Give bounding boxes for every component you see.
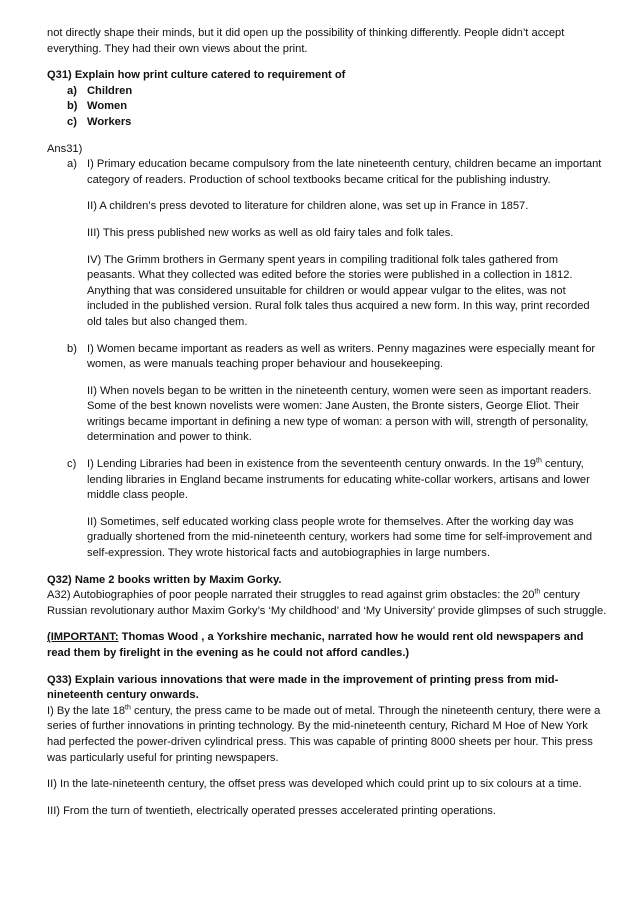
superscript: th <box>534 588 541 596</box>
q33-paragraph: III) From the turn of twentieth, electrically operated presses accelerated printing operations. <box>47 804 496 817</box>
q31-item <box>47 115 607 131</box>
q31-item-text: Workers <box>87 115 132 128</box>
document-page <box>47 26 607 819</box>
intro-paragraph: not directly shape their minds, but it did open up the possibility of thinking differently. People didn’t accept everything. They had their own views about the print. <box>47 27 565 55</box>
q33-paragraph: II) In the late-nineteenth century, the offset press was developed which could print up to six colours at a time. <box>47 778 582 791</box>
q32-answer-text: century Russian revolutionary author Maxim Gorky’s ‘My childhood’ and ‘My University’ provide glimpses of such struggle. <box>47 589 607 617</box>
ans31-a-paragraph: II) A children’s press devoted to literature for children alone, was set up in France in 1857. <box>87 200 529 213</box>
q32-question: Q32) Name 2 books written by Maxim Gorky. <box>47 573 282 586</box>
ans31-c-text: century, lending libraries in England became instruments for educating white-collar workers, artisans and lower middle class people. <box>87 458 590 502</box>
ans31-b-marker: b) <box>67 342 77 355</box>
ans31-a-marker: a) <box>67 158 77 171</box>
ans31-b-paragraph: II) When novels began to be written in the nineteenth century, women were seen as important readers. Some of the best known novelists were women: Jane Austen, the Bronte sisters, George Eliot. Their writings became important in defining a new type of woman: a person with will, strength of personality, determination and power to think. <box>87 384 592 444</box>
important-note <box>47 630 607 661</box>
q31-item-text: Children <box>87 84 133 97</box>
ans31-c-paragraph <box>87 457 607 504</box>
q31-item-list <box>47 84 607 131</box>
q33-paragraph <box>47 704 607 766</box>
q31-question: Q31) Explain how print culture catered to requirement of <box>47 69 346 82</box>
q32-answer-text: A32) Autobiographies of poor people narrated their struggles to read against grim obstacles: the 20 <box>47 589 535 602</box>
ans31-c-paragraph: II) Sometimes, self educated working class people wrote for themselves. After the working day was gradually shortened from the mid-nineteenth century, workers had some time for self-improvement and self-expression. They wrote historical facts and autobiographies in large numbers. <box>87 515 593 560</box>
q31-item-marker: a) <box>67 84 77 97</box>
superscript: th <box>536 457 542 465</box>
ans31-part-b <box>47 342 607 447</box>
q33-text: century, the press came to be made out of metal. Through the nineteenth century, there were a series of further innovations in printing technology. By the mid-nineteenth century, Richard M Hoe of New York had perfected the power-driven cylindrical press. This was capable of printing 8000 sheets per hour. This press was particularly useful for printing newspapers. <box>47 704 601 764</box>
ans31-label: Ans31) <box>47 142 83 155</box>
ans31-c-text: I) Lending Libraries had been in existence from the seventeenth century onwards. In the 19 <box>87 458 536 471</box>
ans31-part-a <box>47 157 607 330</box>
important-label: (IMPORTANT: <box>47 631 119 644</box>
q33-question: Q33) Explain various innovations that were made in the improvement of printing press from mid-nineteenth century onwards. <box>47 673 559 702</box>
ans31-a-paragraph: III) This press published new works as well as old fairy tales and folk tales. <box>87 226 454 239</box>
q33-text: I) By the late 18 <box>47 704 126 717</box>
ans31-part-c <box>47 457 607 562</box>
q32-answer <box>47 588 607 619</box>
q31-item <box>47 99 607 115</box>
q31-item-marker: b) <box>67 100 78 113</box>
ans31-a-paragraph: IV) The Grimm brothers in Germany spent years in compiling traditional folk tales gathered from peasants. What they collected was edited before the stories were published in a collection in 1812. Anything that was considered unsuitable for children or would appear vulgar to the elites, was not included in the published version. Rural folk tales thus acquired a new form. In this way, print recorded old tales but also changed them. <box>87 253 590 328</box>
important-text: Thomas Wood , a Yorkshire mechanic, narrated how he would rent old newspapers and read them by firelight in the evening as he could not afford candles.) <box>47 631 584 659</box>
q31-item-text: Women <box>87 100 128 113</box>
superscript: th <box>125 704 131 712</box>
ans31-a-paragraph: I) Primary education became compulsory from the late nineteenth century, children became an important category of readers. Production of school textbooks became critical for the publishing industry. <box>87 158 602 186</box>
q31-item <box>47 84 607 100</box>
ans31-b-paragraph: I) Women became important as readers as well as writers. Penny magazines were especially meant for women, as were manuals teaching proper behaviour and housekeeping. <box>87 342 596 371</box>
q31-item-marker: c) <box>67 115 77 128</box>
ans31-c-marker: c) <box>67 458 77 471</box>
